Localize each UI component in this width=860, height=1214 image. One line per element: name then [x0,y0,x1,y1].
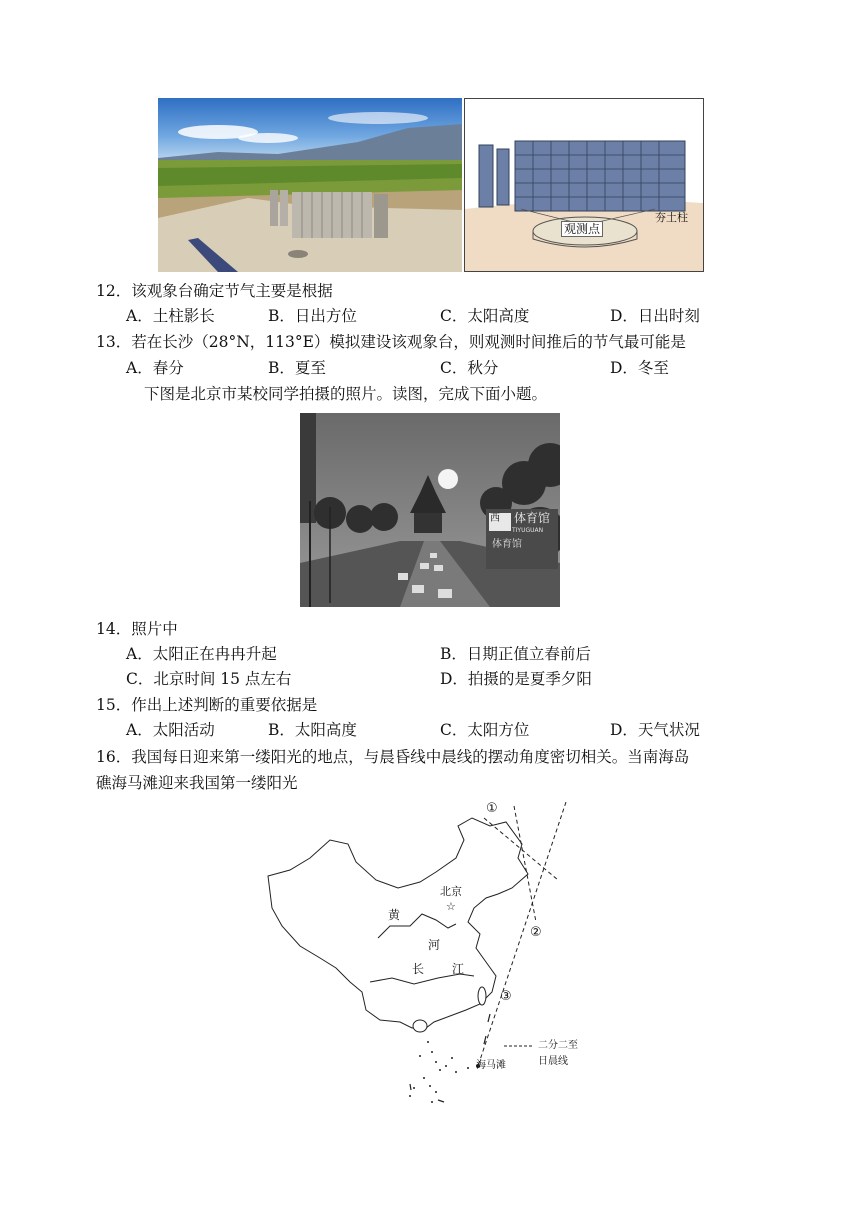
q13-option-c[interactable]: C．秋分 [440,359,499,377]
map-label-he: 河 [428,938,441,952]
observatory-photo [158,98,462,272]
q15-option-a[interactable]: A．太阳活动 [126,721,215,739]
q13-option-a[interactable]: A．春分 [126,359,184,377]
hainan-island [413,1020,427,1032]
q15-option-b[interactable]: B．太阳高度 [268,721,357,739]
china-outline [268,818,528,1028]
q14-option-d[interactable]: D．拍摄的是夏季夕阳 [440,670,592,688]
q12-stem: 12．该观象台确定节气主要是根据 [96,282,333,300]
q16-stem-line2: 礁海马滩迎来我国第一缕阳光 [96,774,298,792]
observation-point-label: 观测点 [561,221,603,237]
q14-option-a[interactable]: A．太阳正在冉冉升起 [126,645,277,663]
observatory-drawing [464,98,704,272]
road-sign-text-lower: 体育馆 [492,539,522,550]
q12-option-c[interactable]: C．太阳高度 [440,307,530,325]
map-label-line-1: ① [486,801,498,816]
legend-label-line2: 日晨线 [538,1056,568,1067]
map-label-jiang: 江 [452,962,465,976]
map-label-haimatan: 海马滩 [476,1060,506,1071]
q16-stem-line1: 16．我国每日迎来第一缕阳光的地点，与晨昏线中晨线的摆动角度密切相关。当南海岛 [96,748,690,766]
intro-text: 下图是北京市某校同学拍摄的照片。读图，完成下面小题。 [144,385,548,403]
q13-option-d[interactable]: D．冬至 [610,359,669,377]
road-sign-pinyin: TIYUGUAN [512,527,544,534]
q12-option-d[interactable]: D．日出时刻 [610,307,700,325]
map-label-huang: 黄 [388,908,401,922]
q15-option-d[interactable]: D．天气状况 [610,721,700,739]
q14-option-b[interactable]: B．日期正值立春前后 [440,645,591,663]
q14-stem: 14．照片中 [96,620,178,638]
road-sign-direction: 西 [490,513,500,524]
beijing-star-icon: ☆ [446,900,456,913]
map-label-beijing: 北京 [440,885,462,898]
south-china-sea-islands [409,1041,469,1103]
map-label-line-2: ② [530,925,542,940]
rammed-earth-pillar-label: 夯土柱 [655,211,688,224]
q12-option-a[interactable]: A．土柱影长 [126,307,215,325]
q15-stem: 15．作出上述判断的重要依据是 [96,696,318,714]
china-terminator-map [260,796,590,1108]
map-label-line-3: ③ [500,989,512,1004]
taiwan-island [478,987,486,1005]
q14-option-c[interactable]: C．北京时间 15 点左右 [126,670,292,688]
map-label-chang: 长 [412,962,425,976]
q15-option-c[interactable]: C．太阳方位 [440,721,530,739]
legend-label-line1: 二分二至 [538,1040,578,1051]
road-sign-text: 体育馆 [514,511,551,525]
q12-option-b[interactable]: B．日出方位 [268,307,357,325]
q13-stem: 13．若在长沙（28°N，113°E）模拟建设该观象台，则观测时间推后的节气最可能是 [96,333,686,351]
beijing-sunset-photo [300,413,560,607]
q13-option-b[interactable]: B．夏至 [268,359,326,377]
